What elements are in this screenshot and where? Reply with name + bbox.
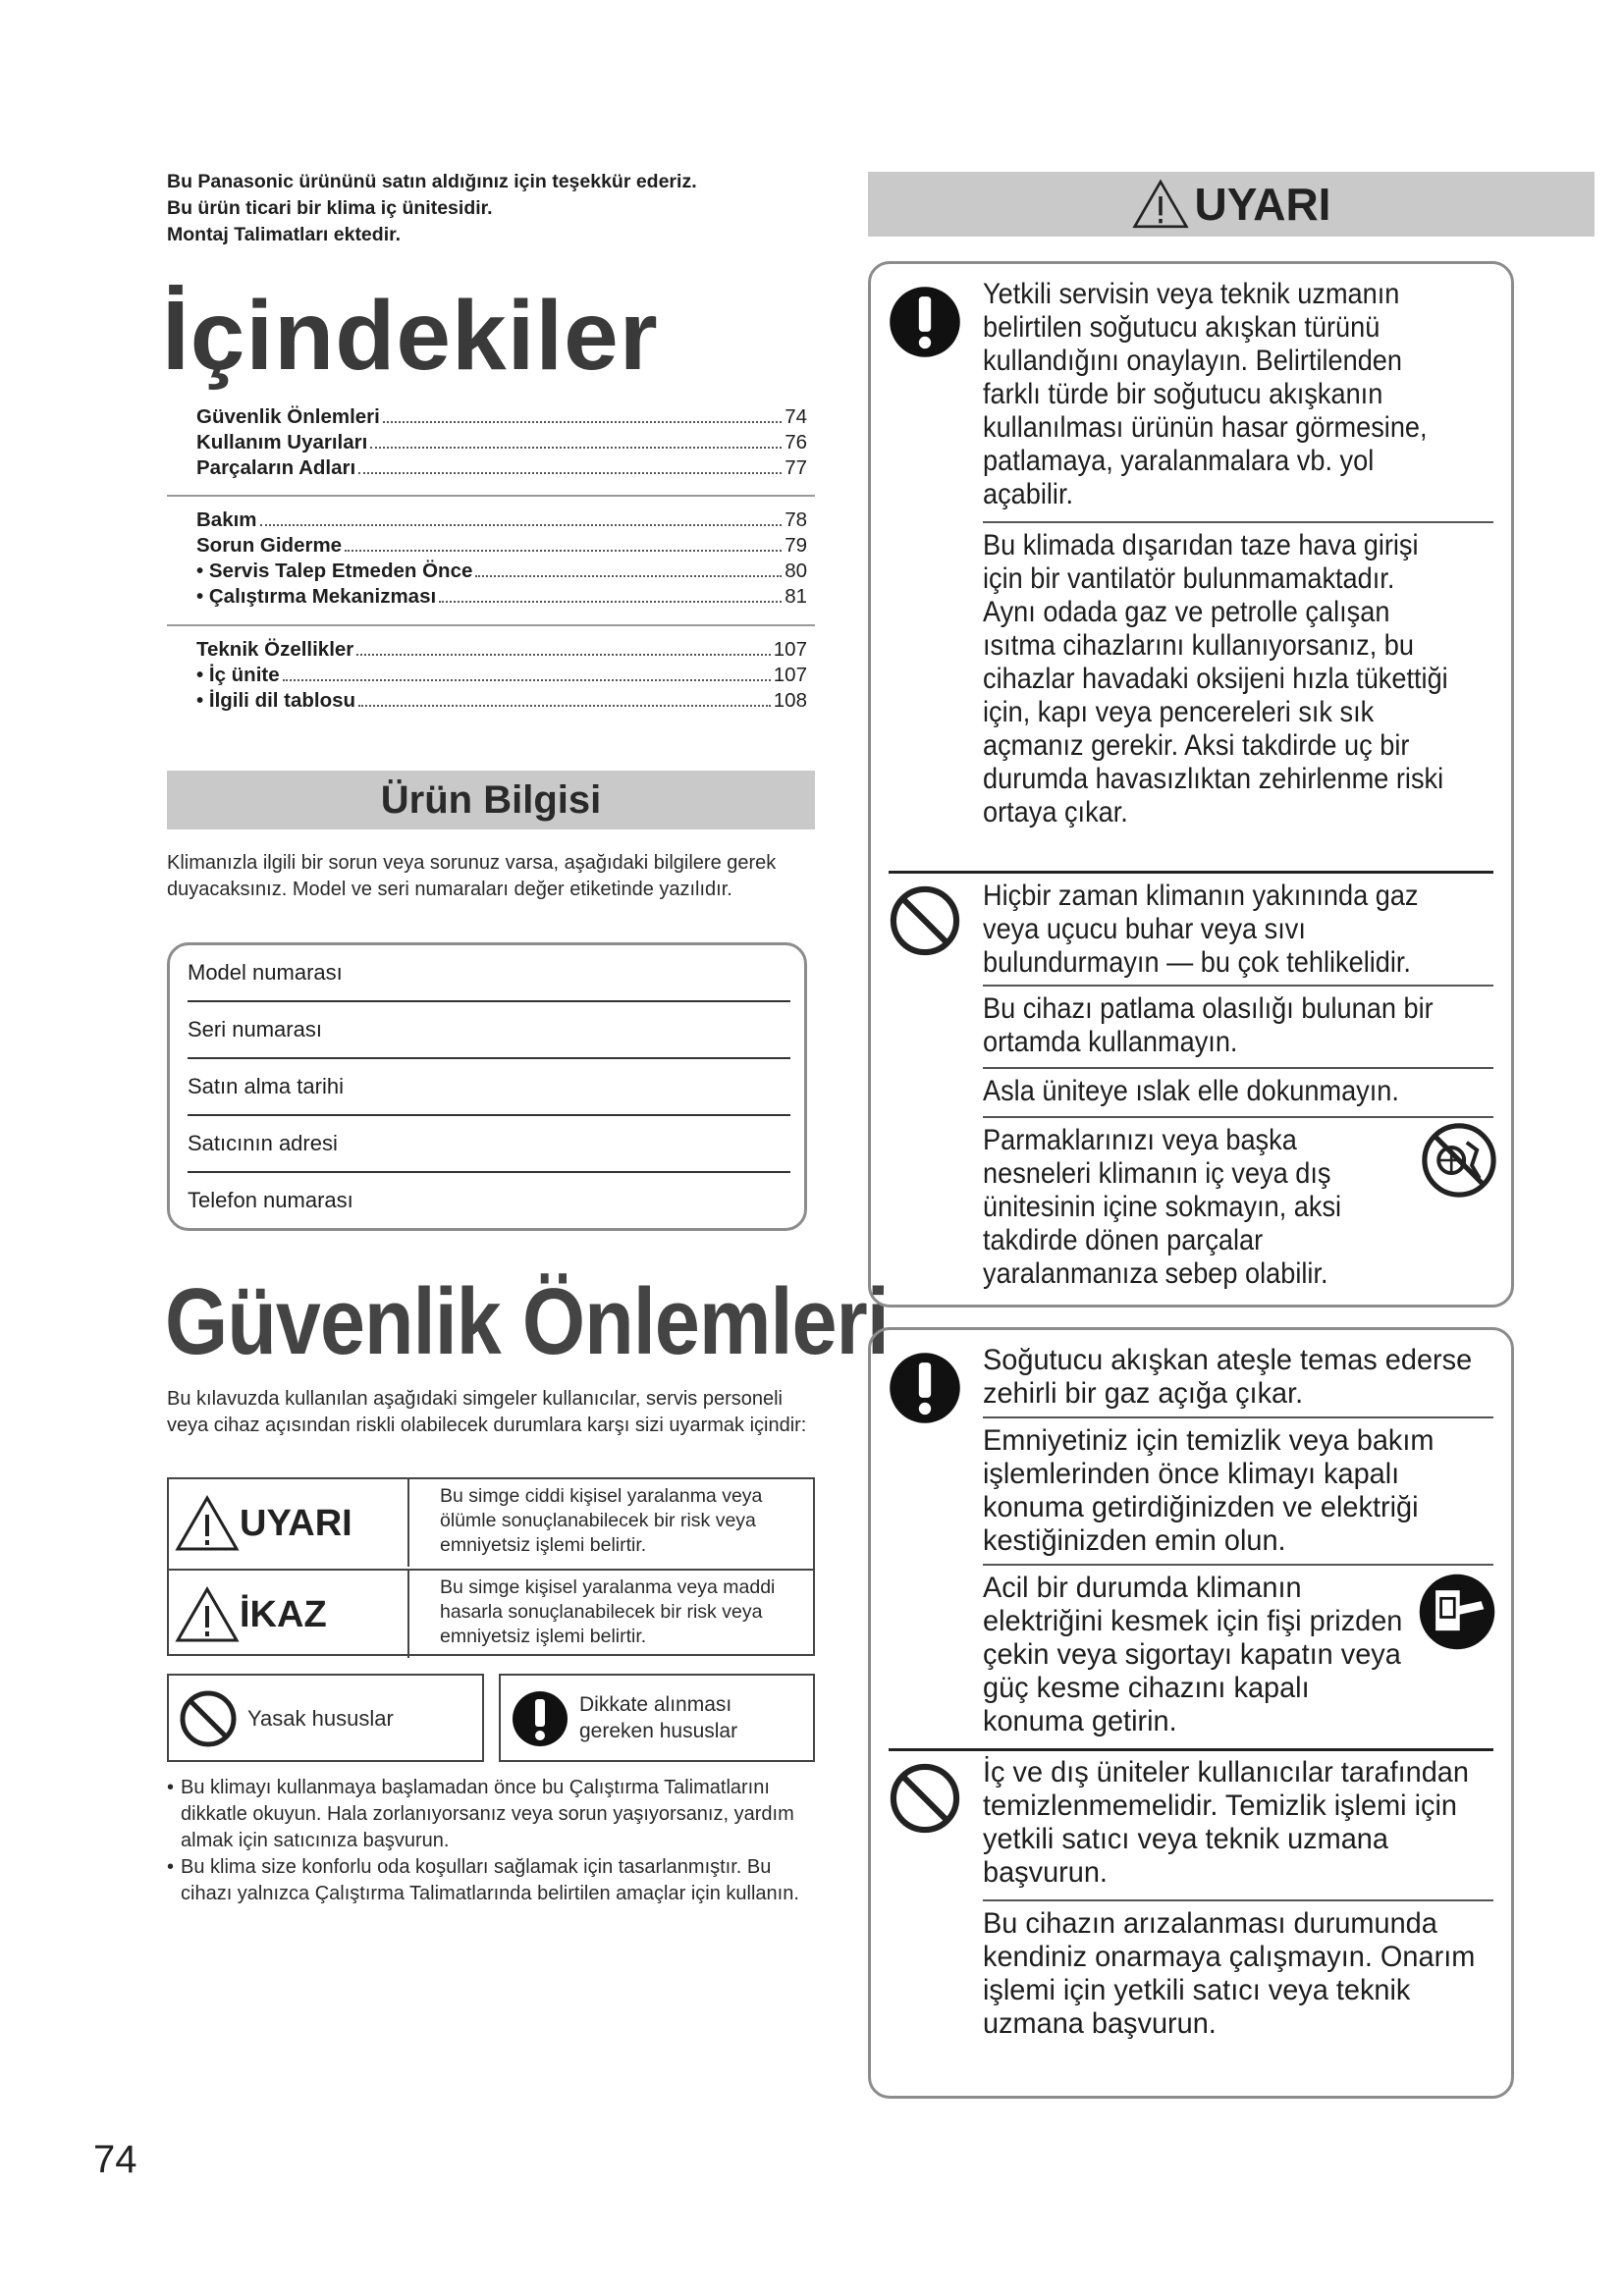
toc-entry-label: • İlgili dil tablosu (196, 689, 356, 712)
item-divider (983, 1564, 1493, 1566)
intro-line-2: Bu ürün ticari bir klima iç ünitesidir. (167, 197, 493, 219)
toc-entry[interactable] (196, 534, 807, 560)
prohibited-icon (179, 1689, 238, 1748)
toc-entry-label: • Servis Talep Etmeden Önce (196, 560, 473, 582)
warning-item: Parmaklarınızı veya başka nesneleri klimanın iç veya dış ünitesinin içine sokmayın, aksi takdirde dönen parçalar yaralanmanıza sebep olabilir. (983, 1124, 1342, 1290)
mandatory-icon (889, 286, 961, 358)
warning-item: Asla üniteye ıslak elle dokunmayın. (983, 1075, 1399, 1107)
warning-item: Bu cihazı patlama olasılığı bulunan bir ortamda kullanmayın. (983, 992, 1434, 1058)
warning-panel-1 (868, 261, 1514, 1308)
toc-entry-label: Kullanım Uyarıları (196, 431, 368, 454)
safety-intro: Bu kılavuzda kullanılan aşağıdaki simgeler kullanıcılar, servis personeli veya cihaz açısından riskli olabilecek durumlara karşı sizi uyarmak içindir: (167, 1388, 807, 1436)
field-label: Telefon numarası (188, 1188, 353, 1212)
warning-item: Bu cihazın arızalanması durumunda kendiniz onarmaya çalışmayın. Onarım işlemi için yetkili satıcı veya teknik uzmana başvurun. (983, 1907, 1476, 2040)
item-divider (983, 1899, 1493, 1901)
item-divider (983, 985, 1493, 987)
toc-divider (167, 495, 815, 497)
toc-entry[interactable] (196, 638, 807, 664)
toc-leader (358, 471, 782, 474)
safety-notes (167, 1775, 815, 1907)
warning-word: UYARI (240, 1503, 352, 1544)
warning-heading-text: UYARI (1194, 179, 1331, 230)
toc-entry[interactable] (196, 560, 807, 585)
mandatory-legend-label: Dikkate alınması gereken hususlar (579, 1693, 738, 1742)
toc-entry-page: 79 (785, 534, 807, 557)
symbol-table (167, 1477, 815, 1656)
dealer-address-field[interactable] (188, 1116, 790, 1173)
section-divider (889, 871, 1493, 874)
toc-group-3 (196, 638, 807, 715)
warning-description: Bu simge ciddi kişisel yaralanma veya ölümle sonuçlanabilecek bir risk veya emniyetsiz işlemi belirtir. (440, 1485, 763, 1556)
toc-leader (358, 704, 771, 707)
toc-leader (260, 523, 783, 526)
note-item: • Bu klimayı kullanmaya başlamadan önce bu Çalıştırma Talimatlarını dikkatle okuyun. Hala zorlanıyorsanız veya sorun yaşıyorsanız, yardım almak için satıcınıza başvurun. (167, 1775, 815, 1854)
toc-entry-page: 74 (785, 405, 807, 428)
prohibited-legend (167, 1674, 484, 1762)
toc-entry-page: 78 (785, 508, 807, 531)
toc-entry-label: Teknik Özellikler (196, 638, 354, 661)
prohibited-legend-label: Yasak hususlar (247, 1706, 394, 1731)
toc-entry-page: 80 (785, 560, 807, 582)
field-label: Seri numarası (188, 1017, 322, 1041)
serial-number-field[interactable] (188, 1002, 790, 1059)
section-divider (889, 1748, 1493, 1751)
toc-entry[interactable] (196, 585, 807, 611)
product-info-heading: Ürün Bilgisi (167, 771, 815, 829)
toc-leader (356, 653, 771, 656)
warning-triangle-icon (175, 1495, 240, 1552)
toc-entry[interactable] (196, 689, 807, 715)
warning-item: Acil bir durumda klimanın elektriğini kesmek için fişi prizden çekin veya sigortayı kapatın veya güç kesme cihazını kapalı konuma getirin. (983, 1572, 1403, 1737)
toc-entry-page: 81 (785, 585, 807, 608)
field-label: Model numarası (188, 960, 343, 985)
warning-item: Emniyetiniz için temizlik veya bakım işlemlerinden önce klimayı kapalı konuma getirdiğinizden ve elektriği kestiğinizden emin olun. (983, 1424, 1435, 1557)
caution-description: Bu simge kişisel yaralanma veya maddi hasarla sonuçlanabilecek bir risk veya emniyetsiz işlemi belirtir. (440, 1576, 776, 1647)
mandatory-icon (511, 1689, 569, 1748)
toc-entry-page: 108 (773, 689, 807, 712)
page-number: 74 (93, 2138, 137, 2181)
warning-heading (868, 172, 1595, 237)
toc-leader (383, 420, 782, 423)
caution-triangle-icon (175, 1586, 240, 1643)
field-label: Satın alma tarihi (188, 1074, 344, 1098)
toc-entry-page: 107 (773, 638, 807, 661)
toc-entry[interactable] (196, 405, 807, 431)
caution-word: İKAZ (240, 1594, 327, 1635)
phone-number-field[interactable] (188, 1173, 790, 1228)
purchase-date-field[interactable] (188, 1059, 790, 1116)
unplug-icon (1417, 1572, 1497, 1652)
item-divider (983, 1416, 1493, 1418)
intro-line-1: Bu Panasonic ürününü satın aldığınız için teşekkür ederiz. (167, 171, 697, 192)
toc-entry-page: 77 (785, 456, 807, 479)
toc-entry-label: • Çalıştırma Mekanizması (196, 585, 437, 608)
caution-symbol-cell (169, 1571, 409, 1658)
toc-entry[interactable] (196, 456, 807, 482)
field-label: Satıcının adresi (188, 1131, 338, 1155)
intro-text (167, 169, 815, 248)
warning-item: İç ve dış üniteler kullanıcılar tarafından temizlenmemelidir. Temizlik işlemi için yetkili satıcı veya teknik uzmana başvurun. (983, 1756, 1469, 1889)
toc-entry-label: Parçaların Adları (196, 456, 356, 479)
toc-leader (475, 574, 782, 577)
warning-heading-bar (868, 172, 1595, 237)
warning-item: Hiçbir zaman klimanın yakınında gaz veya uçucu buhar veya sıvı bulundurmayın — bu çok tehlikelidir. (983, 880, 1419, 979)
item-divider (983, 1067, 1493, 1069)
toc-group-2 (196, 508, 807, 611)
product-info-form (167, 942, 807, 1231)
toc-entry-label: Sorun Giderme (196, 534, 343, 557)
toc-leader (370, 446, 782, 449)
prohibited-icon (889, 884, 961, 957)
warning-item: Yetkili servisin veya teknik uzmanın belirtilen soğutucu akışkan türünü kullandığını onaylayın. Belirtilenden farklı türde bir soğutucu akışkanın kullanılması ürünün hasar görmesine, patlamaya, yaralanmalara vb. yol açabilir. (983, 278, 1428, 510)
warning-item: Soğutucu akışkan ateşle temas ederse zehirli bir gaz açığa çıkar. (983, 1344, 1473, 1410)
warning-panel-2 (868, 1327, 1514, 2099)
toc-entry[interactable] (196, 508, 807, 534)
product-info-text: Klimanızla ilgili bir sorun veya sorunuz varsa, aşağıdaki bilgilere gerek duyacaksınız. Model ve seri numaraları değer etiketinde yazılıdır. (167, 852, 777, 900)
intro-line-3: Montaj Talimatları ektedir. (167, 224, 402, 245)
item-divider (983, 521, 1493, 523)
toc-entry-page: 76 (785, 431, 807, 454)
toc-group-1 (196, 405, 807, 482)
item-divider (983, 1116, 1493, 1118)
toc-entry-page: 107 (773, 664, 807, 686)
toc-entry-label: Bakım (196, 508, 257, 531)
toc-entry-label: Güvenlik Önlemleri (196, 405, 380, 428)
warning-triangle-icon (1132, 179, 1189, 230)
prohibited-icon (889, 1762, 961, 1835)
mandatory-legend (499, 1674, 815, 1762)
toc-leader (283, 678, 771, 681)
toc-leader (439, 600, 782, 603)
model-number-field[interactable] (188, 945, 790, 1002)
no-fingers-fan-icon (1421, 1122, 1497, 1199)
toc-leader (345, 549, 782, 552)
note-item: • Bu klima size konforlu oda koşulları sağlamak için tasarlanmıştır. Bu cihazı yalnızca Çalıştırma Talimatlarında belirtilen amaçlar için kullanın. (167, 1854, 815, 1907)
warning-symbol-row (169, 1479, 813, 1567)
toc-entry-label: • İç ünite (196, 664, 280, 686)
mandatory-icon (889, 1352, 961, 1424)
warning-symbol-cell (169, 1479, 409, 1567)
warning-item: Bu klimada dışarıdan taze hava girişi için bir vantilatör bulunmamaktadır. Aynı odada gaz ve petrolle çalışan ısıtma cihazlarını kullanıyorsanız, bu cihazlar havadaki oksijeni hızla tükettiği için, kapı veya pencereleri sık sık açmanız gerekir. Aksi takdirde uç bir durumda havasızlıktan zehirlenme riski ortaya çıkar. (983, 529, 1448, 828)
toc-entry[interactable] (196, 431, 807, 456)
caution-symbol-row (169, 1569, 813, 1658)
toc-title: İçindekiler (162, 281, 659, 391)
toc-divider (167, 624, 815, 626)
safety-heading: Güvenlik Önlemleri (165, 1269, 889, 1374)
toc-entry[interactable] (196, 664, 807, 689)
